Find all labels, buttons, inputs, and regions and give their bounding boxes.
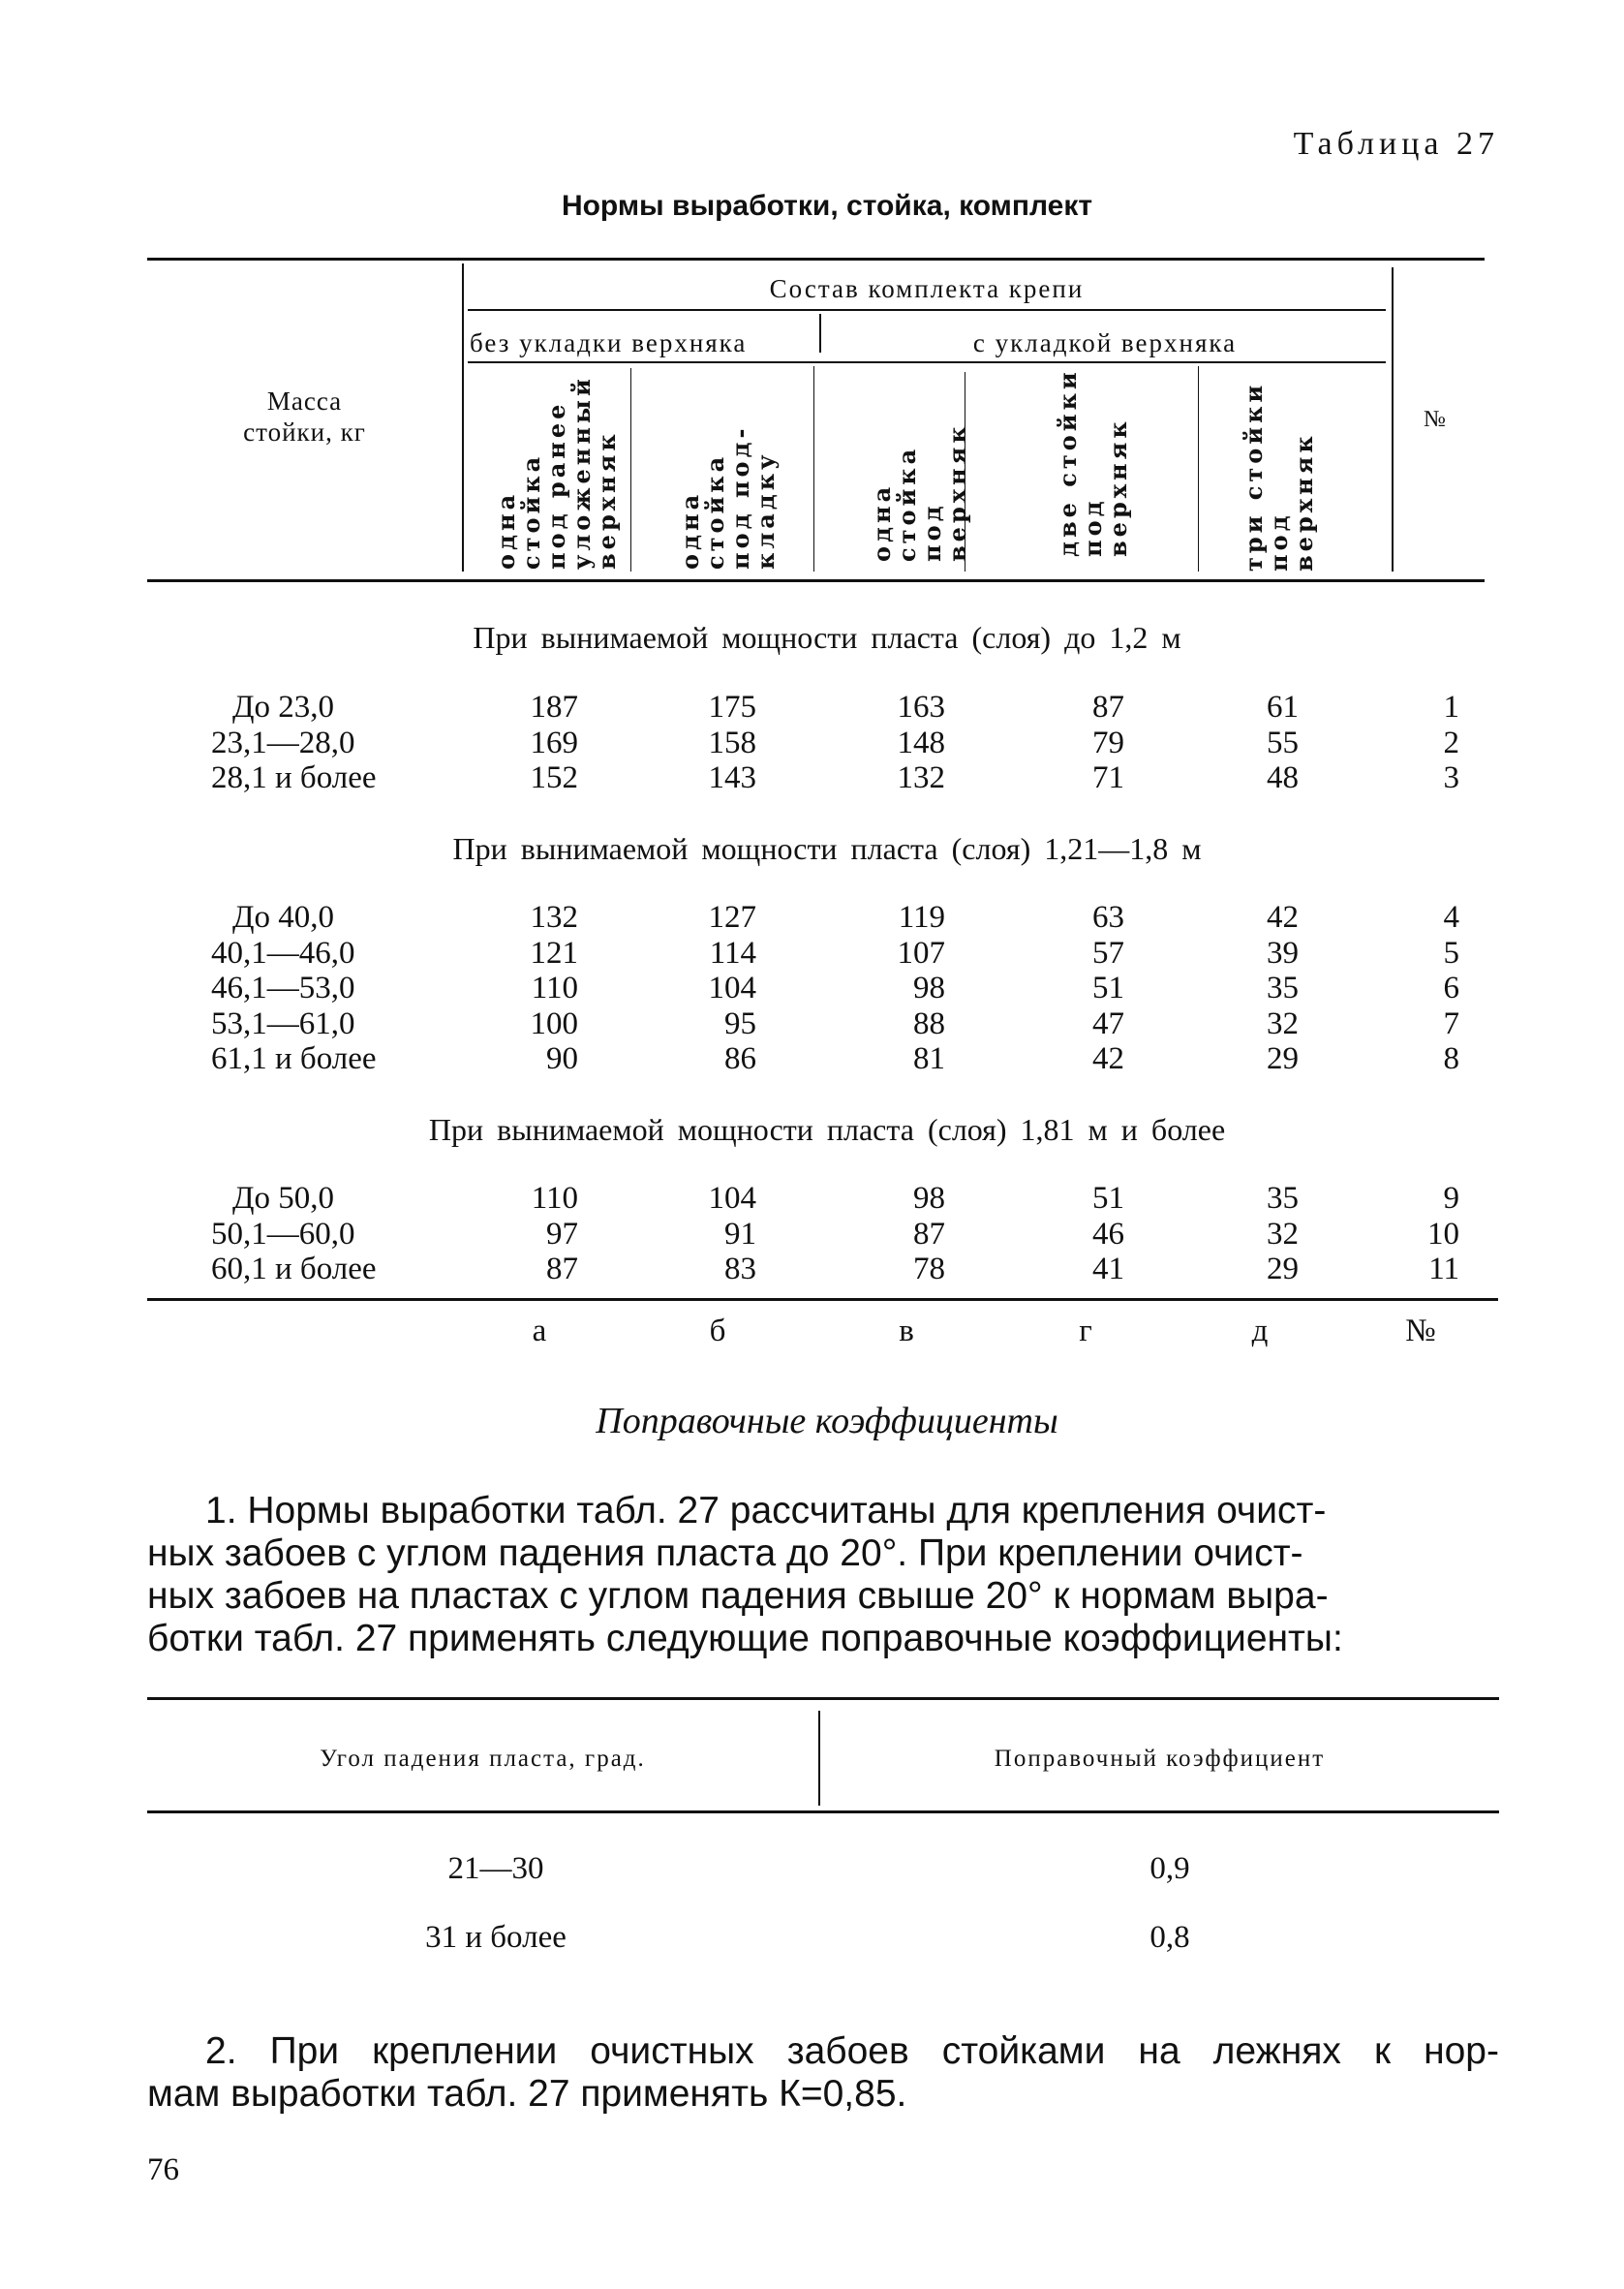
corrections-title: Поправочные коэффициенты [596,1401,1058,1441]
header-line: под под- [726,424,754,570]
header-line: под верхняк [1265,432,1318,572]
value-cell-b: 104 [708,1181,756,1216]
subheader-without: без укладки верхняка [470,328,748,357]
value-cell-b: 83 [724,1252,756,1286]
value-cell-a: 187 [530,690,578,725]
section-heading: При вынимаемой мощности пласта (слоя) 1,21—1,8 м [452,831,1202,866]
value-cell-g: 47 [1092,1005,1124,1041]
num-column-header: № [1424,407,1448,432]
coefficient-value: 0,8 [1149,1920,1190,1955]
coefficient-header: Поправочный коэффициент [994,1746,1326,1772]
mass-header-line: стойки, кг [243,418,366,447]
value-cell-v: 107 [897,935,945,971]
divider [462,263,464,572]
value-cell-v: 81 [913,1041,945,1076]
value-cell-a: 169 [530,725,578,760]
value-cell-d: 61 [1267,690,1299,725]
value-cell-d: 55 [1267,725,1299,760]
mass-cell: До 40,0 [232,900,335,935]
column-letter: № [1405,1314,1436,1348]
value-cell-v: 88 [913,1005,945,1041]
header-line: уложенный [567,375,596,570]
header-line: под верхняк [1079,418,1132,557]
paragraph-line: 2. При креплении очистных забоев стойками на лежнях к нор- [205,2030,1499,2072]
value-cell-d: 29 [1267,1041,1299,1076]
value-cell-a: 90 [546,1041,578,1076]
value-cell-g: 57 [1092,935,1124,971]
value-cell-n: 8 [1443,1041,1459,1076]
coefficient-value: 0,9 [1149,1851,1190,1886]
mass-cell: 40,1—46,0 [211,935,355,971]
header-line: под верхняк [918,422,971,562]
value-cell-v: 98 [913,1181,945,1216]
header-line: две стойки [1054,368,1082,557]
divider [1392,267,1394,572]
value-cell-b: 127 [708,900,756,935]
value-cell-v: 163 [897,690,945,725]
mass-cell: 60,1 и более [211,1252,377,1286]
column-letter: а [532,1314,547,1348]
page-number: 76 [147,2152,179,2187]
value-cell-b: 143 [708,760,756,795]
value-cell-g: 46 [1092,1216,1124,1252]
value-cell-g: 79 [1092,725,1124,760]
divider [468,361,1386,363]
mass-cell: 50,1—60,0 [211,1216,355,1252]
paragraph-line: ботки табл. 27 применять следующие поправочные коэффициенты: [147,1618,1343,1659]
top-rule [147,258,1485,261]
divider [630,368,631,572]
column-letter: г [1079,1314,1092,1348]
value-cell-g: 51 [1092,971,1124,1005]
angle-value: 31 и более [425,1920,567,1955]
col-a-header [494,376,620,570]
paragraph-line: 1. Нормы выработки табл. 27 рассчитаны для крепления очист- [205,1490,1327,1531]
value-cell-n: 4 [1443,900,1459,935]
header-line: верхняк [593,430,621,570]
mass-cell: До 50,0 [232,1181,335,1216]
value-cell-a: 87 [546,1252,578,1286]
angle-value: 21—30 [447,1851,544,1886]
section-heading: При вынимаемой мощности пласта (слоя) до 1,2 м [473,620,1181,655]
group-header: Состав комплекта крепи [769,274,1085,303]
value-cell-n: 5 [1443,935,1459,971]
value-cell-g: 41 [1092,1252,1124,1286]
value-cell-d: 48 [1267,760,1299,795]
table-title: Нормы выработки, стойка, комплект [561,190,1093,222]
mass-cell: 46,1—53,0 [211,971,355,1005]
value-cell-n: 3 [1443,760,1459,795]
divider [1198,366,1199,572]
paragraph-1 [147,1490,1499,1660]
top-rule [147,1697,1499,1700]
section-heading: При вынимаемой мощности пласта (слоя) 1,81 м и более [428,1112,1226,1147]
angle-header: Угол падения пласта, град. [320,1746,646,1772]
table-label: Таблица 27 [1293,126,1499,162]
column-letter: д [1251,1314,1269,1348]
value-cell-n: 11 [1428,1252,1459,1286]
value-cell-v: 132 [897,760,945,795]
value-cell-a: 132 [530,900,578,935]
value-cell-n: 1 [1443,690,1459,725]
value-cell-d: 35 [1267,971,1299,1005]
paragraph-2 [147,2030,1499,2116]
value-cell-d: 39 [1267,935,1299,971]
value-cell-v: 87 [913,1216,945,1252]
col-d-header [1241,378,1317,572]
value-cell-n: 10 [1427,1216,1459,1252]
header-line: одна стойка [868,445,921,562]
subheader-with: с укладкой верхняка [972,328,1238,357]
column-letter: в [899,1314,914,1348]
value-cell-b: 95 [724,1005,756,1041]
header-bottom-rule [147,579,1485,582]
value-cell-b: 91 [724,1216,756,1252]
col-b-header [678,376,779,570]
mass-cell: 53,1—61,0 [211,1005,355,1041]
mass-cell: 61,1 и более [211,1041,377,1076]
header-line: кладку [751,450,780,570]
mass-column-header [147,386,462,448]
value-cell-v: 98 [913,971,945,1005]
value-cell-g: 51 [1092,1181,1124,1216]
mass-cell: До 23,0 [232,690,335,725]
value-cell-a: 121 [530,935,578,971]
value-cell-g: 71 [1092,760,1124,795]
bottom-rule [147,1298,1498,1301]
value-cell-n: 9 [1443,1181,1459,1216]
value-cell-d: 32 [1267,1005,1299,1041]
value-cell-b: 114 [709,935,756,971]
divider [468,309,1386,311]
value-cell-b: 86 [724,1041,756,1076]
value-cell-a: 152 [530,760,578,795]
value-cell-v: 148 [897,725,945,760]
value-cell-b: 158 [708,725,756,760]
value-cell-n: 6 [1443,971,1459,1005]
header-line: одна стойка [676,452,729,570]
value-cell-d: 32 [1267,1216,1299,1252]
value-cell-b: 104 [708,971,756,1005]
paragraph-line: мам выработки табл. 27 применять К=0,85. [147,2073,907,2115]
value-cell-b: 175 [708,690,756,725]
value-cell-a: 110 [531,971,578,1005]
header-line: три стойки [1240,381,1268,572]
header-rule [147,1810,1499,1813]
value-cell-a: 97 [546,1216,578,1252]
paragraph-line: ных забоев с углом падения пласта до 20°. При креплении очист- [147,1532,1303,1574]
col-g-header [1056,368,1131,557]
value-cell-d: 29 [1267,1252,1299,1286]
col-v-header [870,368,970,562]
value-cell-g: 87 [1092,690,1124,725]
mass-header-line: Масса [266,387,343,416]
header-line: под ранее [542,400,570,570]
value-cell-a: 100 [530,1005,578,1041]
value-cell-g: 42 [1092,1041,1124,1076]
divider [813,366,814,572]
value-cell-g: 63 [1092,900,1124,935]
value-cell-n: 7 [1443,1005,1459,1041]
value-cell-a: 110 [531,1181,578,1216]
value-cell-d: 42 [1267,900,1299,935]
value-cell-d: 35 [1267,1181,1299,1216]
column-letter: б [709,1314,726,1348]
value-cell-v: 78 [913,1252,945,1286]
header-line: одна стойка [492,452,545,570]
value-cell-n: 2 [1443,725,1459,760]
paragraph-line: ных забоев на пластах с углом падения свыше 20° к нормам выра- [147,1575,1329,1617]
value-cell-v: 119 [898,900,945,935]
mass-cell: 28,1 и более [211,760,377,795]
mass-cell: 23,1—28,0 [211,725,355,760]
